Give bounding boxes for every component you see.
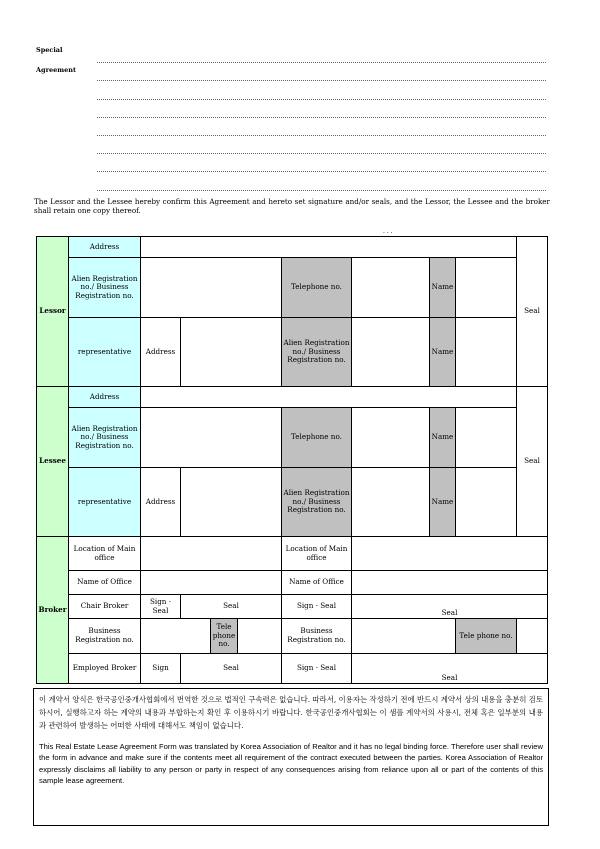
broker2-office-name-field[interactable] xyxy=(352,571,548,595)
broker2-telephone-field[interactable] xyxy=(517,619,548,654)
chair-broker-sign-seal-label: Sign · Seal xyxy=(141,595,181,619)
broker2-office-name-label: Name of Office xyxy=(282,571,352,595)
broker2-business-reg-field[interactable] xyxy=(352,619,456,654)
business-reg-label: Business Registration no. xyxy=(69,619,141,654)
chair-broker2-seal[interactable]: Seal xyxy=(352,595,548,619)
agreement-line[interactable] xyxy=(97,136,546,154)
special-agreement-label xyxy=(36,40,76,80)
employed-broker2-sign-seal-label: Sign · Seal xyxy=(282,654,352,684)
lessor-name-label: Name xyxy=(430,258,456,318)
employed-broker-label: Employed Broker xyxy=(69,654,141,684)
business-reg-field[interactable] xyxy=(141,619,211,654)
lessee-name-field[interactable] xyxy=(456,408,517,468)
lessor-label: Lessor xyxy=(37,237,69,387)
lessor-name-field[interactable] xyxy=(456,258,517,318)
broker2-business-reg-label: Business Registration no. xyxy=(282,619,352,654)
special-agreement-lines[interactable] xyxy=(97,45,546,191)
agreement-line[interactable] xyxy=(97,118,546,136)
broker-office-name-label: Name of Office xyxy=(69,571,141,595)
employed-broker-sign-label: Sign xyxy=(141,654,181,684)
special-label-line2: Agreement xyxy=(36,66,77,74)
lessor-rep-registration-label: Alien Registration no./ Business Registration no. xyxy=(282,318,352,387)
lessor-registration-label: Alien Registration no./ Business Registration no. xyxy=(69,258,141,318)
special-label-line1: Special xyxy=(36,46,63,54)
lessor-rep-address-label: Address xyxy=(141,318,181,387)
date-marks: . . . xyxy=(383,228,393,235)
broker2-telephone-label: Tele phone no. xyxy=(456,619,517,654)
lessor-address-field[interactable] xyxy=(141,237,517,258)
lessor-rep-address-field[interactable] xyxy=(181,318,282,387)
employed-broker2-seal[interactable]: Seal xyxy=(352,654,548,684)
lessee-registration-field[interactable] xyxy=(141,408,282,468)
lessee-address-label: Address xyxy=(69,387,141,408)
lessee-rep-address-label: Address xyxy=(141,468,181,537)
lessee-telephone-label: Telephone no. xyxy=(282,408,352,468)
disclaimer-korean: 이 계약서 양식은 한국공인중개사협회에서 번역한 것으로 법적인 구속력은 없습니다. 따라서, 이용자는 작성하기 전에 반드시 계약서 상의 내용을 충분히 검토하시어, 실행하고자 하는 계약의 내용과 부합하는지 확인 후 이용하시기 바랍니다. 한국공인중개사협회는 이 샘플 계약서의 사용시, 전체 혹은 일부분의 내용과 관련하여 발생하는 어떠한 사태에 대해서도 책임이 없습니다. xyxy=(39,695,543,730)
lessor-address-label: Address xyxy=(69,237,141,258)
broker-location-label: Location of Main office xyxy=(69,537,141,571)
broker-location-field[interactable] xyxy=(141,537,282,571)
broker-telephone-label: Tele phone no. xyxy=(211,619,238,654)
agreement-line[interactable] xyxy=(97,45,546,63)
chair-broker-seal[interactable]: Seal xyxy=(181,595,282,619)
lessee-label: Lessee xyxy=(37,387,69,537)
broker-telephone-field[interactable] xyxy=(238,619,282,654)
agreement-line[interactable] xyxy=(97,154,546,172)
agreement-line[interactable] xyxy=(97,81,546,99)
agreement-line[interactable] xyxy=(97,100,546,118)
lessee-rep-registration-field[interactable] xyxy=(352,468,430,537)
confirmation-text: The Lessor and the Lessee hereby confirm this Agreement and hereto set signature and/or seals, and the Lessor, the Lessee and the broker shall retain one copy thereof. xyxy=(34,197,550,215)
chair-broker2-sign-seal-label: Sign · Seal xyxy=(282,595,352,619)
lessee-rep-registration-label: Alien Registration no./ Business Registration no. xyxy=(282,468,352,537)
broker-office-name-field[interactable] xyxy=(141,571,282,595)
lessor-rep-registration-field[interactable] xyxy=(352,318,430,387)
lessee-address-field[interactable] xyxy=(141,387,517,408)
lessee-registration-label: Alien Registration no./ Business Registration no. xyxy=(69,408,141,468)
disclaimer-english: This Real Estate Lease Agreement Form was translated by Korea Association of Realtor and it has no legal binding force. Therefore user shall review the form in advance and make sure if the contents meet all requirement of the contract executed between the parties. Korea Association of Realtor expressly disclaims all liability to any person or party in respect of any consequences arising from reliance upon all or part of the contents of this sample lease agreement. xyxy=(39,742,543,786)
lessee-representative-label: representative xyxy=(69,468,141,537)
lessor-seal[interactable]: Seal xyxy=(517,237,548,387)
parties-table xyxy=(36,236,548,684)
lessee-telephone-field[interactable] xyxy=(352,408,430,468)
lessee-rep-name-field[interactable] xyxy=(456,468,517,537)
disclaimer-box xyxy=(33,688,549,826)
lessee-name-label: Name xyxy=(430,408,456,468)
lessee-seal[interactable]: Seal xyxy=(517,387,548,537)
employed-broker-seal[interactable]: Seal xyxy=(181,654,282,684)
lessee-rep-name-label: Name xyxy=(430,468,456,537)
lessor-representative-label: representative xyxy=(69,318,141,387)
lessor-telephone-field[interactable] xyxy=(352,258,430,318)
chair-broker-label: Chair Broker xyxy=(69,595,141,619)
agreement-line[interactable] xyxy=(97,172,546,190)
broker-label: Broker xyxy=(37,537,69,684)
lessor-registration-field[interactable] xyxy=(141,258,282,318)
broker2-location-label: Location of Main office xyxy=(282,537,352,571)
lessor-rep-name-field[interactable] xyxy=(456,318,517,387)
broker2-location-field[interactable] xyxy=(352,537,548,571)
lessor-telephone-label: Telephone no. xyxy=(282,258,352,318)
lessor-rep-name-label: Name xyxy=(430,318,456,387)
lessee-rep-address-field[interactable] xyxy=(181,468,282,537)
agreement-line[interactable] xyxy=(97,63,546,81)
